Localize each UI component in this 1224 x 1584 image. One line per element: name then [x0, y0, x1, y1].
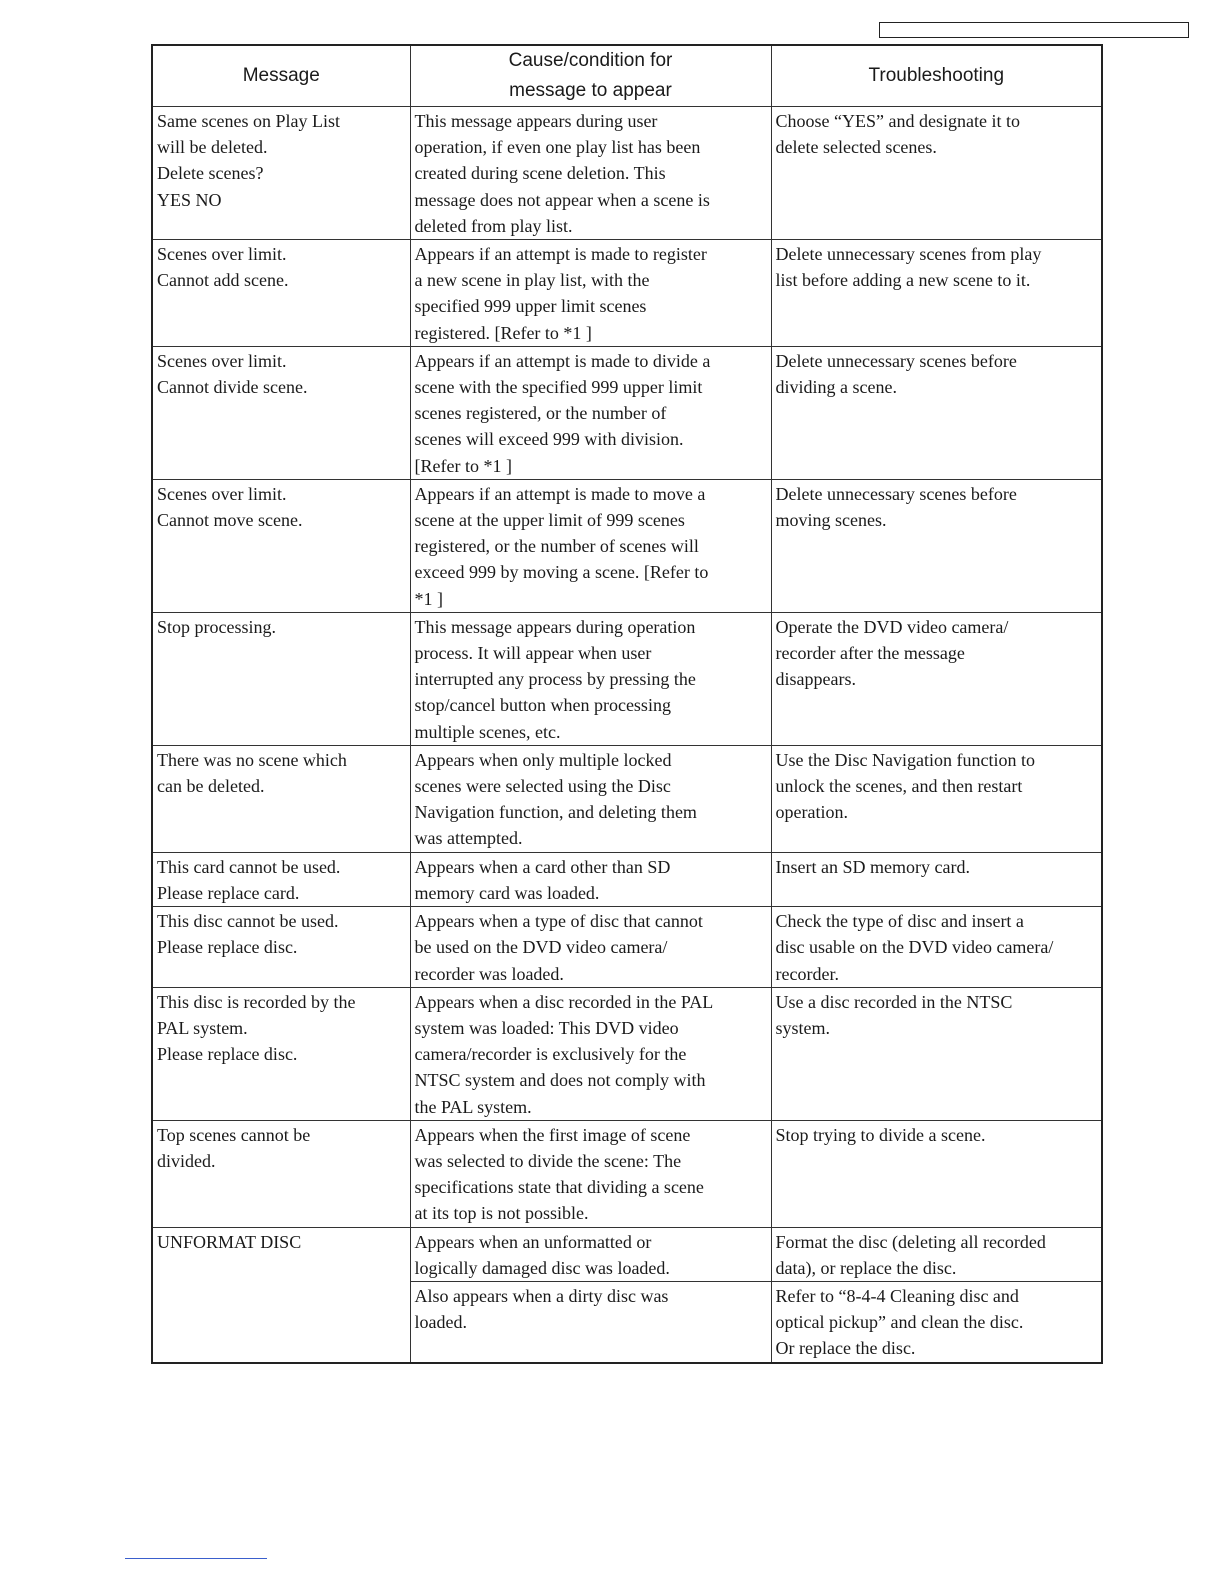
message-cell: Scenes over limit. Cannot move scene. — [152, 479, 410, 612]
troubleshooting-cell: Format the disc (deleting all recorded data), or replace the disc. — [771, 1227, 1102, 1281]
troubleshooting-cell: Insert an SD memory card. — [771, 852, 1102, 906]
cause-cell: This message appears during operation process. It will appear when user interrupted any process by pressing the stop/cancel button when processing multiple scenes, etc. — [410, 612, 771, 745]
troubleshooting-cell: Delete unnecessary scenes before dividing a scene. — [771, 346, 1102, 479]
table-header-row — [152, 45, 1102, 107]
table-row — [152, 612, 1102, 745]
header-box — [879, 22, 1189, 38]
troubleshooting-cell: Delete unnecessary scenes before moving scenes. — [771, 479, 1102, 612]
cause-cell: Appears if an attempt is made to register a new scene in play list, with the specified 999 upper limit scenes registered. [Refer to *1 ] — [410, 240, 771, 347]
footer-link-underline — [125, 1558, 267, 1559]
message-cell: Same scenes on Play List will be deleted. Delete scenes? YES NO — [152, 107, 410, 240]
troubleshooting-cell: Use the Disc Navigation function to unlock the scenes, and then restart operation. — [771, 745, 1102, 852]
troubleshooting-cell: Use a disc recorded in the NTSC system. — [771, 987, 1102, 1120]
message-cell: There was no scene which can be deleted. — [152, 745, 410, 852]
table-row — [152, 240, 1102, 347]
cause-cell: Appears if an attempt is made to move a scene at the upper limit of 999 scenes registered, or the number of scenes will exceed 999 by moving a scene. [Refer to *1 ] — [410, 479, 771, 612]
table-row — [152, 479, 1102, 612]
cause-cell: This message appears during user operation, if even one play list has been created during scene deletion. This message does not appear when a scene is deleted from play list. — [410, 107, 771, 240]
table-row — [152, 1120, 1102, 1227]
message-cell: This disc cannot be used. Please replace disc. — [152, 907, 410, 988]
message-cell: Scenes over limit. Cannot divide scene. — [152, 346, 410, 479]
header-troubleshooting: Troubleshooting — [771, 45, 1102, 107]
message-cell: This disc is recorded by the PAL system. Please replace disc. — [152, 987, 410, 1120]
header-cause-line2: message to appear — [509, 80, 672, 101]
message-cell-unformat: UNFORMAT DISC — [152, 1227, 410, 1363]
cause-cell: Appears when a type of disc that cannot be used on the DVD video camera/ recorder was loaded. — [410, 907, 771, 988]
message-cell: Stop processing. — [152, 612, 410, 745]
message-cell: This card cannot be used. Please replace card. — [152, 852, 410, 906]
header-cause-line1: Cause/condition for — [508, 50, 673, 71]
table-row — [152, 907, 1102, 988]
header-message: Message — [152, 45, 410, 107]
troubleshooting-cell: Delete unnecessary scenes from play list before adding a new scene to it. — [771, 240, 1102, 347]
table-row — [152, 987, 1102, 1120]
troubleshooting-cell: Operate the DVD video camera/ recorder after the message disappears. — [771, 612, 1102, 745]
cause-cell: Appears if an attempt is made to divide a scene with the specified 999 upper limit scenes registered, or the number of scenes will exceed 999 with division. [Refer to *1 ] — [410, 346, 771, 479]
cause-cell: Appears when an unformatted or logically damaged disc was loaded. — [410, 1227, 771, 1281]
cause-cell: Appears when the first image of scene was selected to divide the scene: The specifications state that dividing a scene at its top is not possible. — [410, 1120, 771, 1227]
cause-cell: Also appears when a dirty disc was loaded. — [410, 1281, 771, 1362]
message-cell: Scenes over limit. Cannot add scene. — [152, 240, 410, 347]
table-row — [152, 107, 1102, 240]
troubleshooting-cell: Check the type of disc and insert a disc usable on the DVD video camera/ recorder. — [771, 907, 1102, 988]
cause-cell: Appears when a card other than SD memory card was loaded. — [410, 852, 771, 906]
header-cause — [410, 45, 771, 107]
table-row — [152, 346, 1102, 479]
table-row — [152, 852, 1102, 906]
cause-cell: Appears when only multiple locked scenes were selected using the Disc Navigation function, and deleting them was attempted. — [410, 745, 771, 852]
cause-cell: Appears when a disc recorded in the PAL system was loaded: This DVD video camera/recorder is exclusively for the NTSC system and does not comply with the PAL system. — [410, 987, 771, 1120]
message-table — [151, 44, 1103, 1364]
table-row — [152, 1227, 1102, 1281]
table-row — [152, 745, 1102, 852]
message-cell: Top scenes cannot be divided. — [152, 1120, 410, 1227]
troubleshooting-cell: Choose “YES” and designate it to delete selected scenes. — [771, 107, 1102, 240]
troubleshooting-cell: Stop trying to divide a scene. — [771, 1120, 1102, 1227]
troubleshooting-cell: Refer to “8-4-4 Cleaning disc and optical pickup” and clean the disc. Or replace the disc. — [771, 1281, 1102, 1362]
